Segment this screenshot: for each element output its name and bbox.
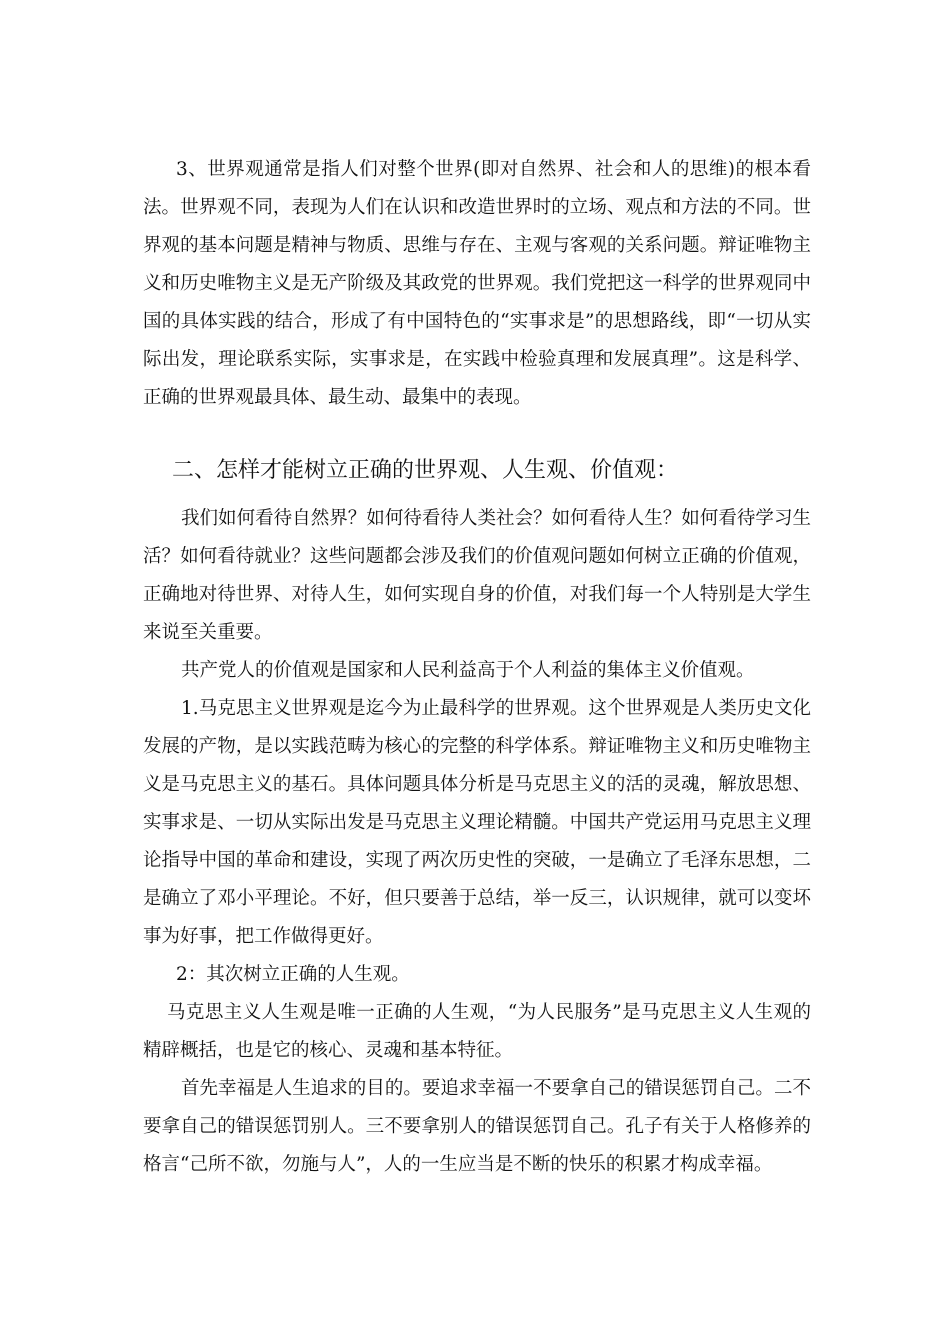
paragraph-worldview-definition: 3、世界观通常是指人们对整个世界(即对自然界、社会和人的思维)的根本看法。世界观不同，表现为人们在认识和改造世界时的立场、观点和方法的不同。世界观的基本问题是精神与物质、思维与存在、主观与客观的关系问题。辩证唯物主义和历史唯物主义是无产阶级及其政党的世界观。我们党把这一科学的世界观同中国的具体实践的结合，形成了有中国特色的“实事求是”的思想路线，即“一切从实际出发，理论联系实际，实事求是，在实践中检验真理和发展真理”。这是科学、正确的世界观最具体、最生动、最集中的表现。 [143,159,811,408]
paragraph-party-values: 共产党人的价值观是国家和人民利益高于个人利益的集体主义价值观。 [181,660,755,681]
paragraph-marxist-worldview: 1.马克思主义世界观是迄今为止最科学的世界观。这个世界观是人类历史文化发展的产物，是以实践范畴为核心的完整的科学体系。辩证唯物主义和历史唯物主义是马克思主义的基石。具体问题具体分析是马克思主义的活的灵魂，解放思想、实事求是、一切从实际出发是马克思主义理论精髓。中国共产党运用马克思主义理论指导中国的革命和建设，实现了两次历史性的突破，一是确立了毛泽东思想，二是确立了邓小平理论。不好，但只要善于总结，举一反三，认识规律，就可以变坏事为好事，把工作做得更好。 [143,698,811,947]
paragraph-outlook-on-life-title: 2：其次树立正确的人生观。 [176,964,410,985]
paragraph-value-questions: 我们如何看待自然界？如何待看待人类社会？如何看待人生？如何看待学习生活？如何看待就业？这些问题都会涉及我们的价值观问题如何树立正确的价值观，正确地对待世界、对待人生，如何实现自身的价值，对我们每一个人特别是大学生来说至关重要。 [143,508,811,643]
paragraph-marxist-outlook: 马克思主义人生观是唯一正确的人生观，“为人民服务”是马克思主义人生观的精辟概括，也是它的核心、灵魂和基本特征。 [143,1002,811,1061]
section-heading-2: 二、怎样才能树立正确的世界观、人生观、价值观： [172,458,679,483]
paragraph-happiness: 首先幸福是人生追求的目的。要追求幸福一不要拿自己的错误惩罚自己。二不要拿自己的错误惩罚别人。三不要拿别人的错误惩罚自己。孔子有关于人格修养的格言“己所不欲，勿施与人”，人的一生应当是不断的快乐的积累才构成幸福。 [143,1078,811,1175]
